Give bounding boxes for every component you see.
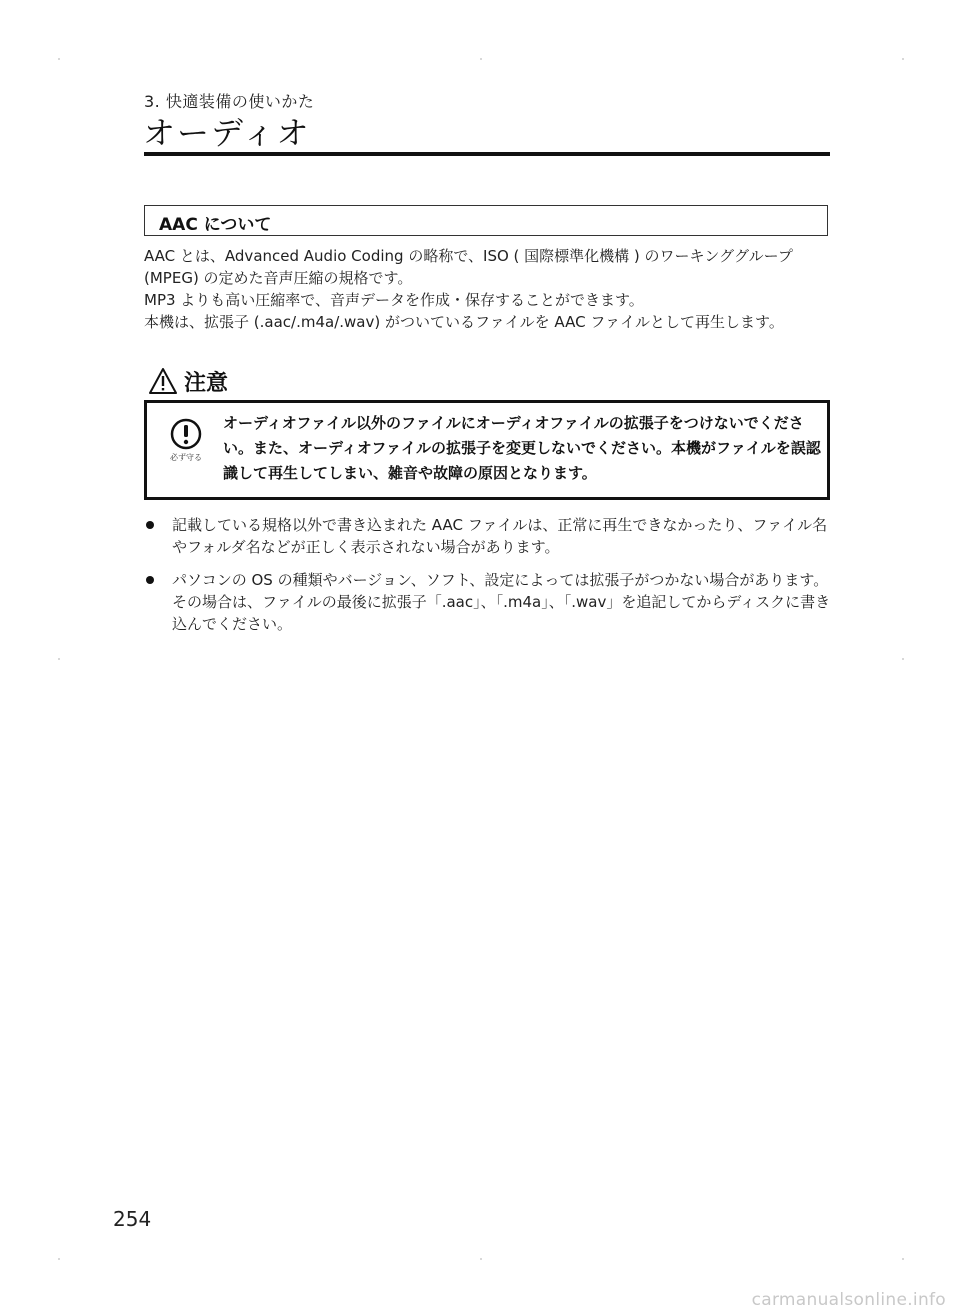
note-text: パソコンの OS の種類やバージョン、ソフト、設定によっては拡張子がつかない場合があります。その場合は、ファイルの最後に拡張子「.aac」、「.m4a」、「.wav」を追記してからディスクに書き込んでください。	[172, 571, 831, 633]
page-title: オーディオ	[143, 114, 311, 152]
caution-heading	[148, 366, 228, 396]
exclamation-circle-icon	[170, 418, 202, 450]
note-text: 記載している規格以外で書き込まれた AAC ファイルは、正常に再生できなかったり、ファイル名やフォルダ名などが正しく表示されない場合があります。	[172, 516, 828, 556]
section-heading: AAC について	[159, 215, 272, 235]
body-paragraph: 本機は、拡張子 (.aac/.m4a/.wav) がついているファイルを AAC ファイルとして再生します。	[144, 313, 784, 331]
notes-list	[144, 514, 834, 646]
chapter-breadcrumb: 3. 快適装備の使いかた	[144, 92, 315, 111]
body-paragraph: AAC とは、Advanced Audio Coding の略称で、ISO ( 国際標準化機構 ) のワーキンググループ (MPEG) の定めた音声圧縮の規格です。	[144, 247, 793, 287]
crop-mark	[58, 658, 60, 660]
body-paragraph: MP3 よりも高い圧縮率で、音声データを作成・保存することができます。	[144, 291, 644, 309]
crop-mark	[480, 58, 482, 60]
page-number: 254	[113, 1207, 152, 1231]
list-item	[144, 569, 834, 635]
caution-text: オーディオファイル以外のファイルにオーディオファイルの拡張子をつけないでください。また、オーディオファイルの拡張子を変更しないでください。本機がファイルを誤認識して再生してしまい、雑音や故障の原因となります。	[223, 414, 821, 482]
section-body	[144, 245, 832, 333]
crop-mark	[58, 58, 60, 60]
bullet-icon	[146, 521, 154, 529]
warning-triangle-icon	[148, 367, 178, 395]
caution-box	[144, 400, 830, 500]
crop-mark	[902, 1258, 904, 1260]
crop-mark	[902, 658, 904, 660]
watermark: carmanualsonline.info	[751, 1290, 946, 1310]
caution-title: 注意	[184, 370, 229, 396]
section-heading-box	[144, 205, 828, 236]
bullet-icon	[146, 576, 154, 584]
crop-mark	[480, 1258, 482, 1260]
title-divider	[144, 152, 830, 156]
must-follow-label: 必ず守る	[170, 453, 202, 462]
crop-mark	[58, 1258, 60, 1260]
list-item	[144, 514, 834, 558]
must-follow-icon	[166, 418, 206, 463]
crop-mark	[902, 58, 904, 60]
